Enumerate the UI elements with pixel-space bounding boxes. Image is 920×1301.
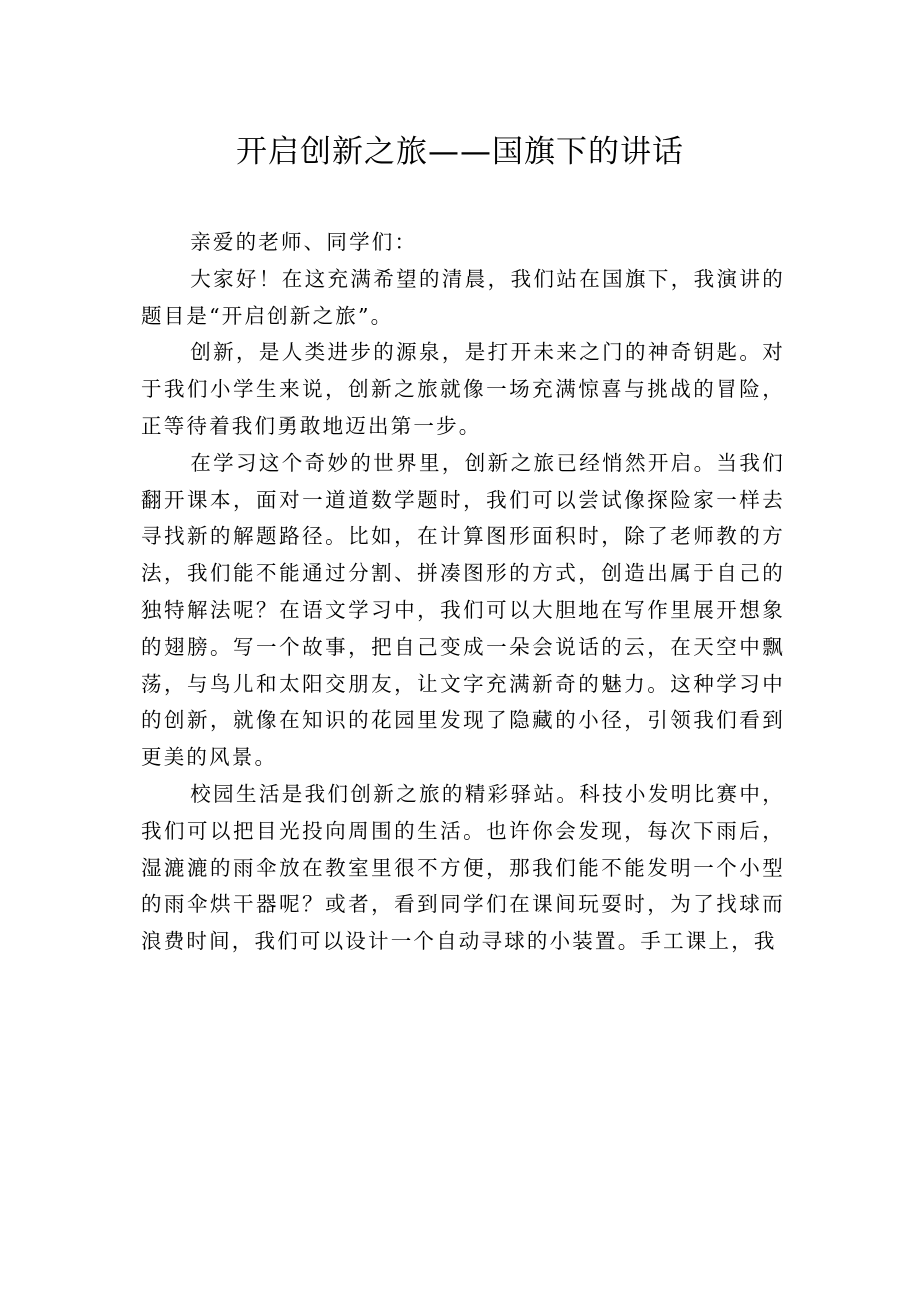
body-paragraph: 创新，是人类进步的源泉，是打开未来之门的神奇钥匙。对于我们小学生来说，创新之旅就像一场充满惊喜与挑战的冒险，正等待着我们勇敢地迈出第一步。 bbox=[141, 340, 785, 438]
document-title: 开启创新之旅——国旗下的讲话 bbox=[236, 134, 684, 170]
body-paragraph: 校园生活是我们创新之旅的精彩驿站。科技小发明比赛中，我们可以把目光投向周围的生活。也许你会发现，每次下雨后，湿漉漉的雨伞放在教室里很不方便，那我们能不能发明一个小型的雨伞烘干器呢？或者，看到同学们在课间玩耍时，为了找球而浪费时间，我们可以设计一个自动寻球的小装置。手工课上，我 bbox=[141, 781, 785, 954]
salutation-paragraph: 亲爱的老师、同学们： bbox=[190, 230, 418, 254]
greeting-paragraph: 大家好！在这充满希望的清晨，我们站在国旗下，我演讲的题目是“开启创新之旅”。 bbox=[141, 266, 785, 328]
document-body bbox=[141, 224, 785, 960]
body-paragraph: 在学习这个奇妙的世界里，创新之旅已经悄然开启。当我们翻开课本，面对一道道数学题时，我们可以尝试像探险家一样去寻找新的解题路径。比如，在计算图形面积时，除了老师教的方法，我们能不能通过分割、拼凑图形的方式，创造出属于自己的独特解法呢？在语文学习中，我们可以大胆地在写作里展开想象的翅膀。写一个故事，把自己变成一朵会说话的云，在天空中飘荡，与鸟儿和太阳交朋友，让文字充满新奇的魅力。这种学习中的创新，就像在知识的花园里发现了隐藏的小径，引领我们看到更美的风景。 bbox=[141, 450, 785, 770]
